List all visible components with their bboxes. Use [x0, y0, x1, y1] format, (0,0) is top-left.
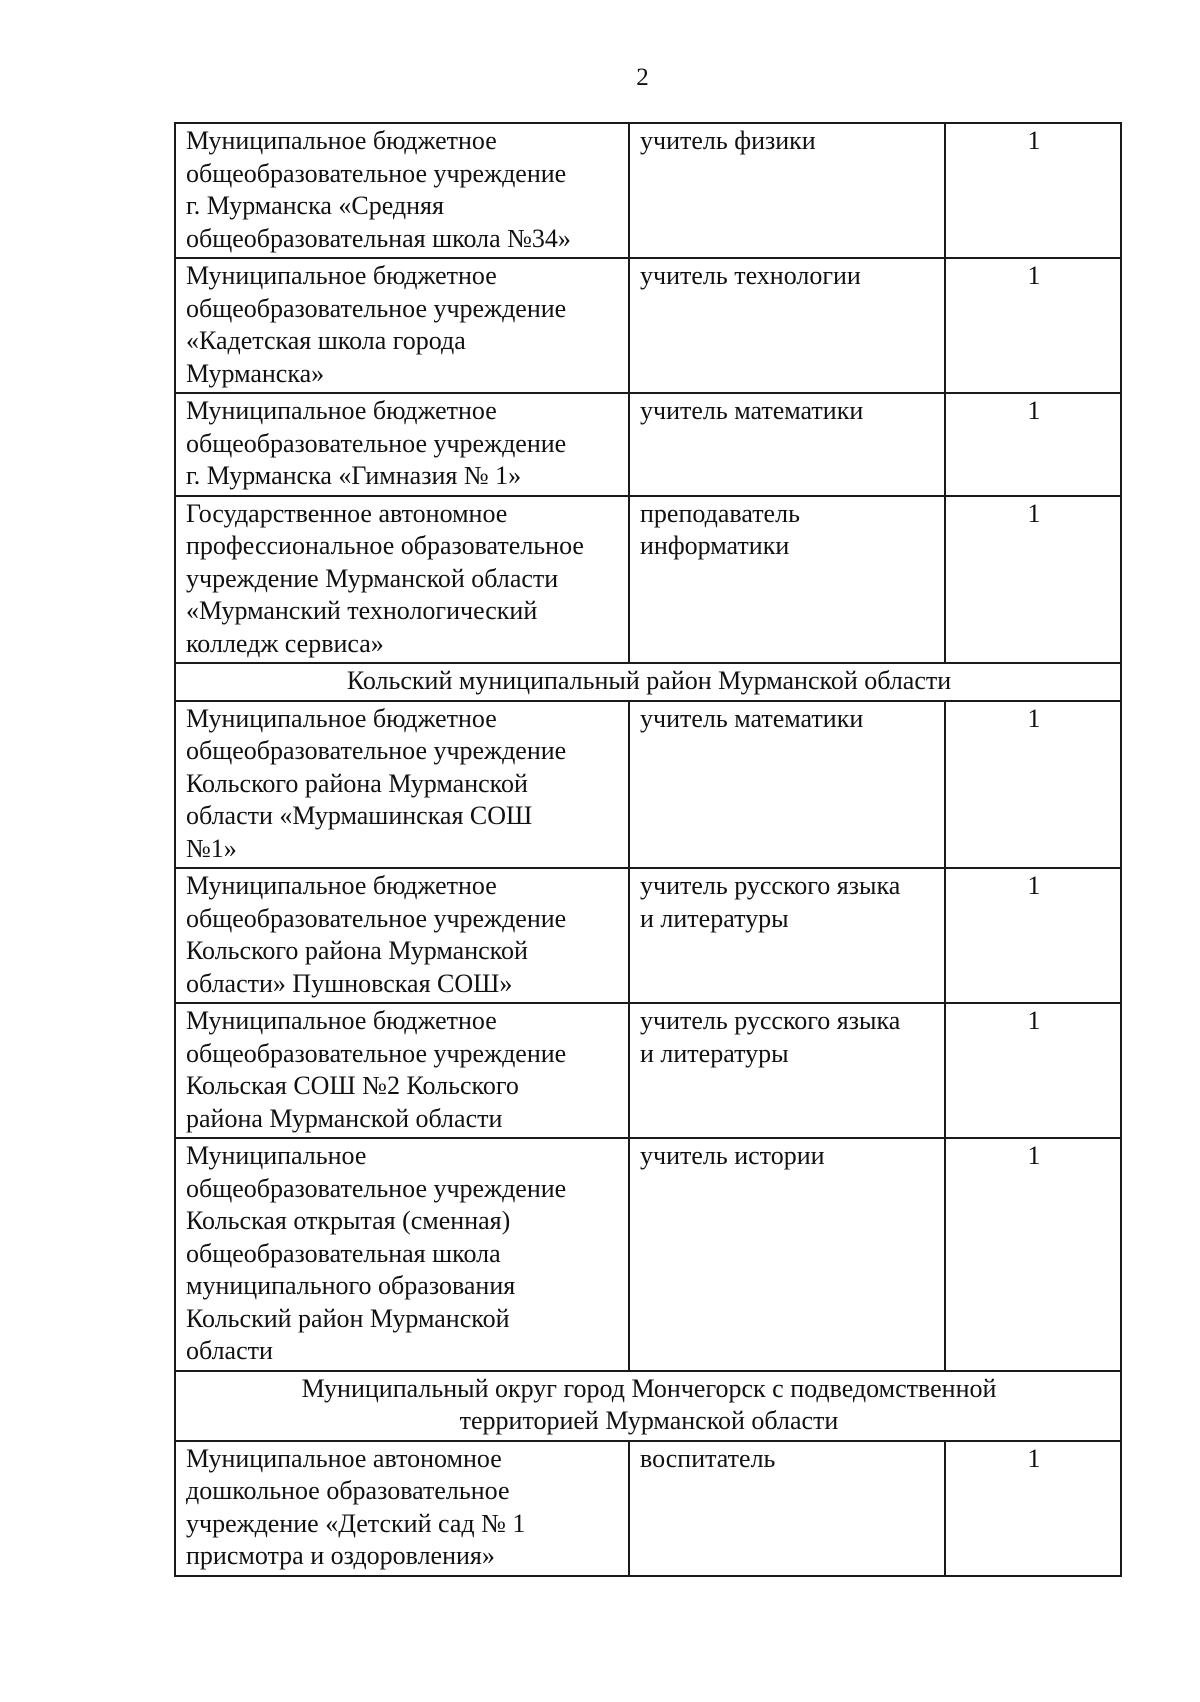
position-cell: учитель математики: [629, 393, 945, 496]
count-cell: 1: [945, 868, 1121, 1003]
table-row: [175, 496, 1121, 664]
position-cell: учитель технологии: [629, 258, 945, 393]
table-row: [175, 1138, 1121, 1371]
position-cell: учитель русского языка и литературы: [629, 868, 945, 1003]
position-cell: преподаватель информатики: [629, 496, 945, 664]
count-cell: 1: [945, 1138, 1121, 1371]
position-cell: учитель истории: [629, 1138, 945, 1371]
count-cell: 1: [945, 1441, 1121, 1576]
position-cell: учитель математики: [629, 701, 945, 869]
count-cell: 1: [945, 123, 1121, 258]
count-cell: 1: [945, 258, 1121, 393]
table-row: [175, 393, 1121, 496]
count-cell: 1: [945, 496, 1121, 664]
table-row: [175, 258, 1121, 393]
position-cell: воспитатель: [629, 1441, 945, 1576]
organization-cell: Муниципальное бюджетное общеобразовательное учреждение Кольского района Мурманской области «Мурмашинская СОШ №1»: [175, 701, 629, 869]
organization-cell: Государственное автономное профессиональное образовательное учреждение Мурманской области «Мурманский технологический колледж сервиса»: [175, 496, 629, 664]
vacancies-table: [174, 122, 1122, 1577]
organization-cell: Муниципальное бюджетное общеобразовательное учреждение Кольская СОШ №2 Кольского района Мурманской области: [175, 1003, 629, 1138]
position-cell: учитель физики: [629, 123, 945, 258]
organization-cell: Муниципальное общеобразовательное учреждение Кольская открытая (сменная) общеобразовательная школа муниципального образования Кольский район Мурманской области: [175, 1138, 629, 1371]
organization-cell: Муниципальное бюджетное общеобразовательное учреждение г. Мурманска «Гимназия № 1»: [175, 393, 629, 496]
table-row: [175, 123, 1121, 258]
count-cell: 1: [945, 393, 1121, 496]
page-number: 2: [636, 64, 649, 91]
count-cell: 1: [945, 1003, 1121, 1138]
organization-cell: Муниципальное бюджетное общеобразовательное учреждение г. Мурманска «Средняя общеобразовательная школа №34»: [175, 123, 629, 258]
table-row: [175, 1003, 1121, 1138]
region-row: [175, 663, 1121, 701]
position-cell: учитель русского языка и литературы: [629, 1003, 945, 1138]
organization-cell: Муниципальное бюджетное общеобразовательное учреждение Кольского района Мурманской области» Пушновская СОШ»: [175, 868, 629, 1003]
organization-cell: Муниципальное автономное дошкольное образовательное учреждение «Детский сад № 1 присмотра и оздоровления»: [175, 1441, 629, 1576]
count-cell: 1: [945, 701, 1121, 869]
region-row: [175, 1371, 1121, 1441]
organization-cell: Муниципальное бюджетное общеобразовательное учреждение «Кадетская школа города Мурманска»: [175, 258, 629, 393]
table-row: [175, 868, 1121, 1003]
region-heading: Кольский муниципальный район Мурманской области: [175, 663, 1121, 701]
table-row: [175, 1441, 1121, 1576]
table-row: [175, 701, 1121, 869]
region-heading: Муниципальный округ город Мончегорск с подведомственной территорией Мурманской области: [175, 1371, 1121, 1441]
